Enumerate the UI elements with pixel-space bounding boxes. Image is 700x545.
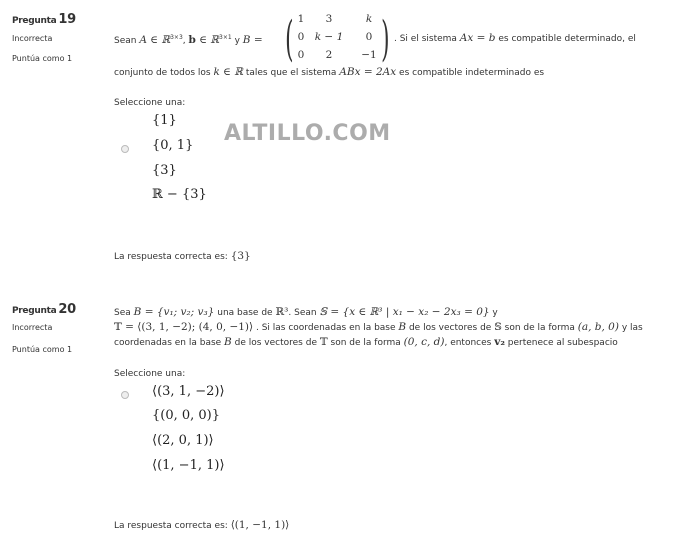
question-text-line-3: coordenadas en la base B de los vectores de 𝕋 son de la forma (0, c, d), entonces v₂ pertenece al subespacio	[114, 336, 618, 348]
question-text-line-2: conjunto de todos los k ∈ ℝ tales que el sistema ABx = 2Ax es compatible indeterminado es	[114, 66, 545, 78]
option-2[interactable]: {(0, 0, 0)}	[152, 408, 221, 423]
question-text-line-1: Sea B = {v₁; v₂; v₃} una base de ℝ³. Sean 𝕊 = {x ∈ ℝ³ | x₁ − x₂ − 2x₃ = 0} y	[114, 306, 498, 318]
question-number: Pregunta 20	[12, 302, 76, 317]
option-2[interactable]: {0, 1}	[152, 138, 194, 153]
option-1-radio[interactable]	[121, 391, 129, 399]
watermark: ALTILLO.COM	[224, 121, 391, 146]
matrix-b: ( 1 3 k 0 k − 1 0 0 2 −1 )	[285, 11, 390, 67]
question-text-line-1: Sean A ∈ ℝ$^{3\times 3}$, b ∈ ℝ$^{3\times 1}$ y B =	[114, 34, 263, 46]
question-points: Puntúa como 1	[12, 54, 73, 63]
question-status: Incorrecta	[12, 323, 53, 332]
question-text-line-1b: . Si el sistema Ax = b es compatible determinado, el	[394, 32, 636, 44]
option-4[interactable]: ℝ − {3}	[152, 187, 207, 202]
option-3[interactable]: ⟨(2, 0, 1)⟩	[152, 433, 214, 448]
option-4[interactable]: ⟨(1, −1, 1)⟩	[152, 458, 225, 473]
select-prompt: Seleccione una:	[114, 98, 186, 108]
question-status: Incorrecta	[12, 34, 53, 43]
option-1[interactable]: ⟨(3, 1, −2)⟩	[152, 384, 225, 399]
select-prompt: Seleccione una:	[114, 369, 186, 379]
correct-answer: La respuesta correcta es: ⟨(1, −1, 1)⟩	[114, 519, 290, 531]
option-3[interactable]: {3}	[152, 163, 177, 178]
question-text-line-2: 𝕋 = ⟨(3, 1, −2); (4, 0, −1)⟩ . Si las coordenadas en la base B de los vectores de 𝕊 son de la forma (a, b, 0) y las	[114, 321, 643, 333]
correct-answer: La respuesta correcta es: {3}	[114, 250, 251, 262]
question-points: Puntúa como 1	[12, 345, 73, 354]
option-2-radio[interactable]	[121, 145, 129, 153]
option-1[interactable]: {1}	[152, 113, 177, 128]
question-number: Pregunta 19	[12, 12, 76, 27]
